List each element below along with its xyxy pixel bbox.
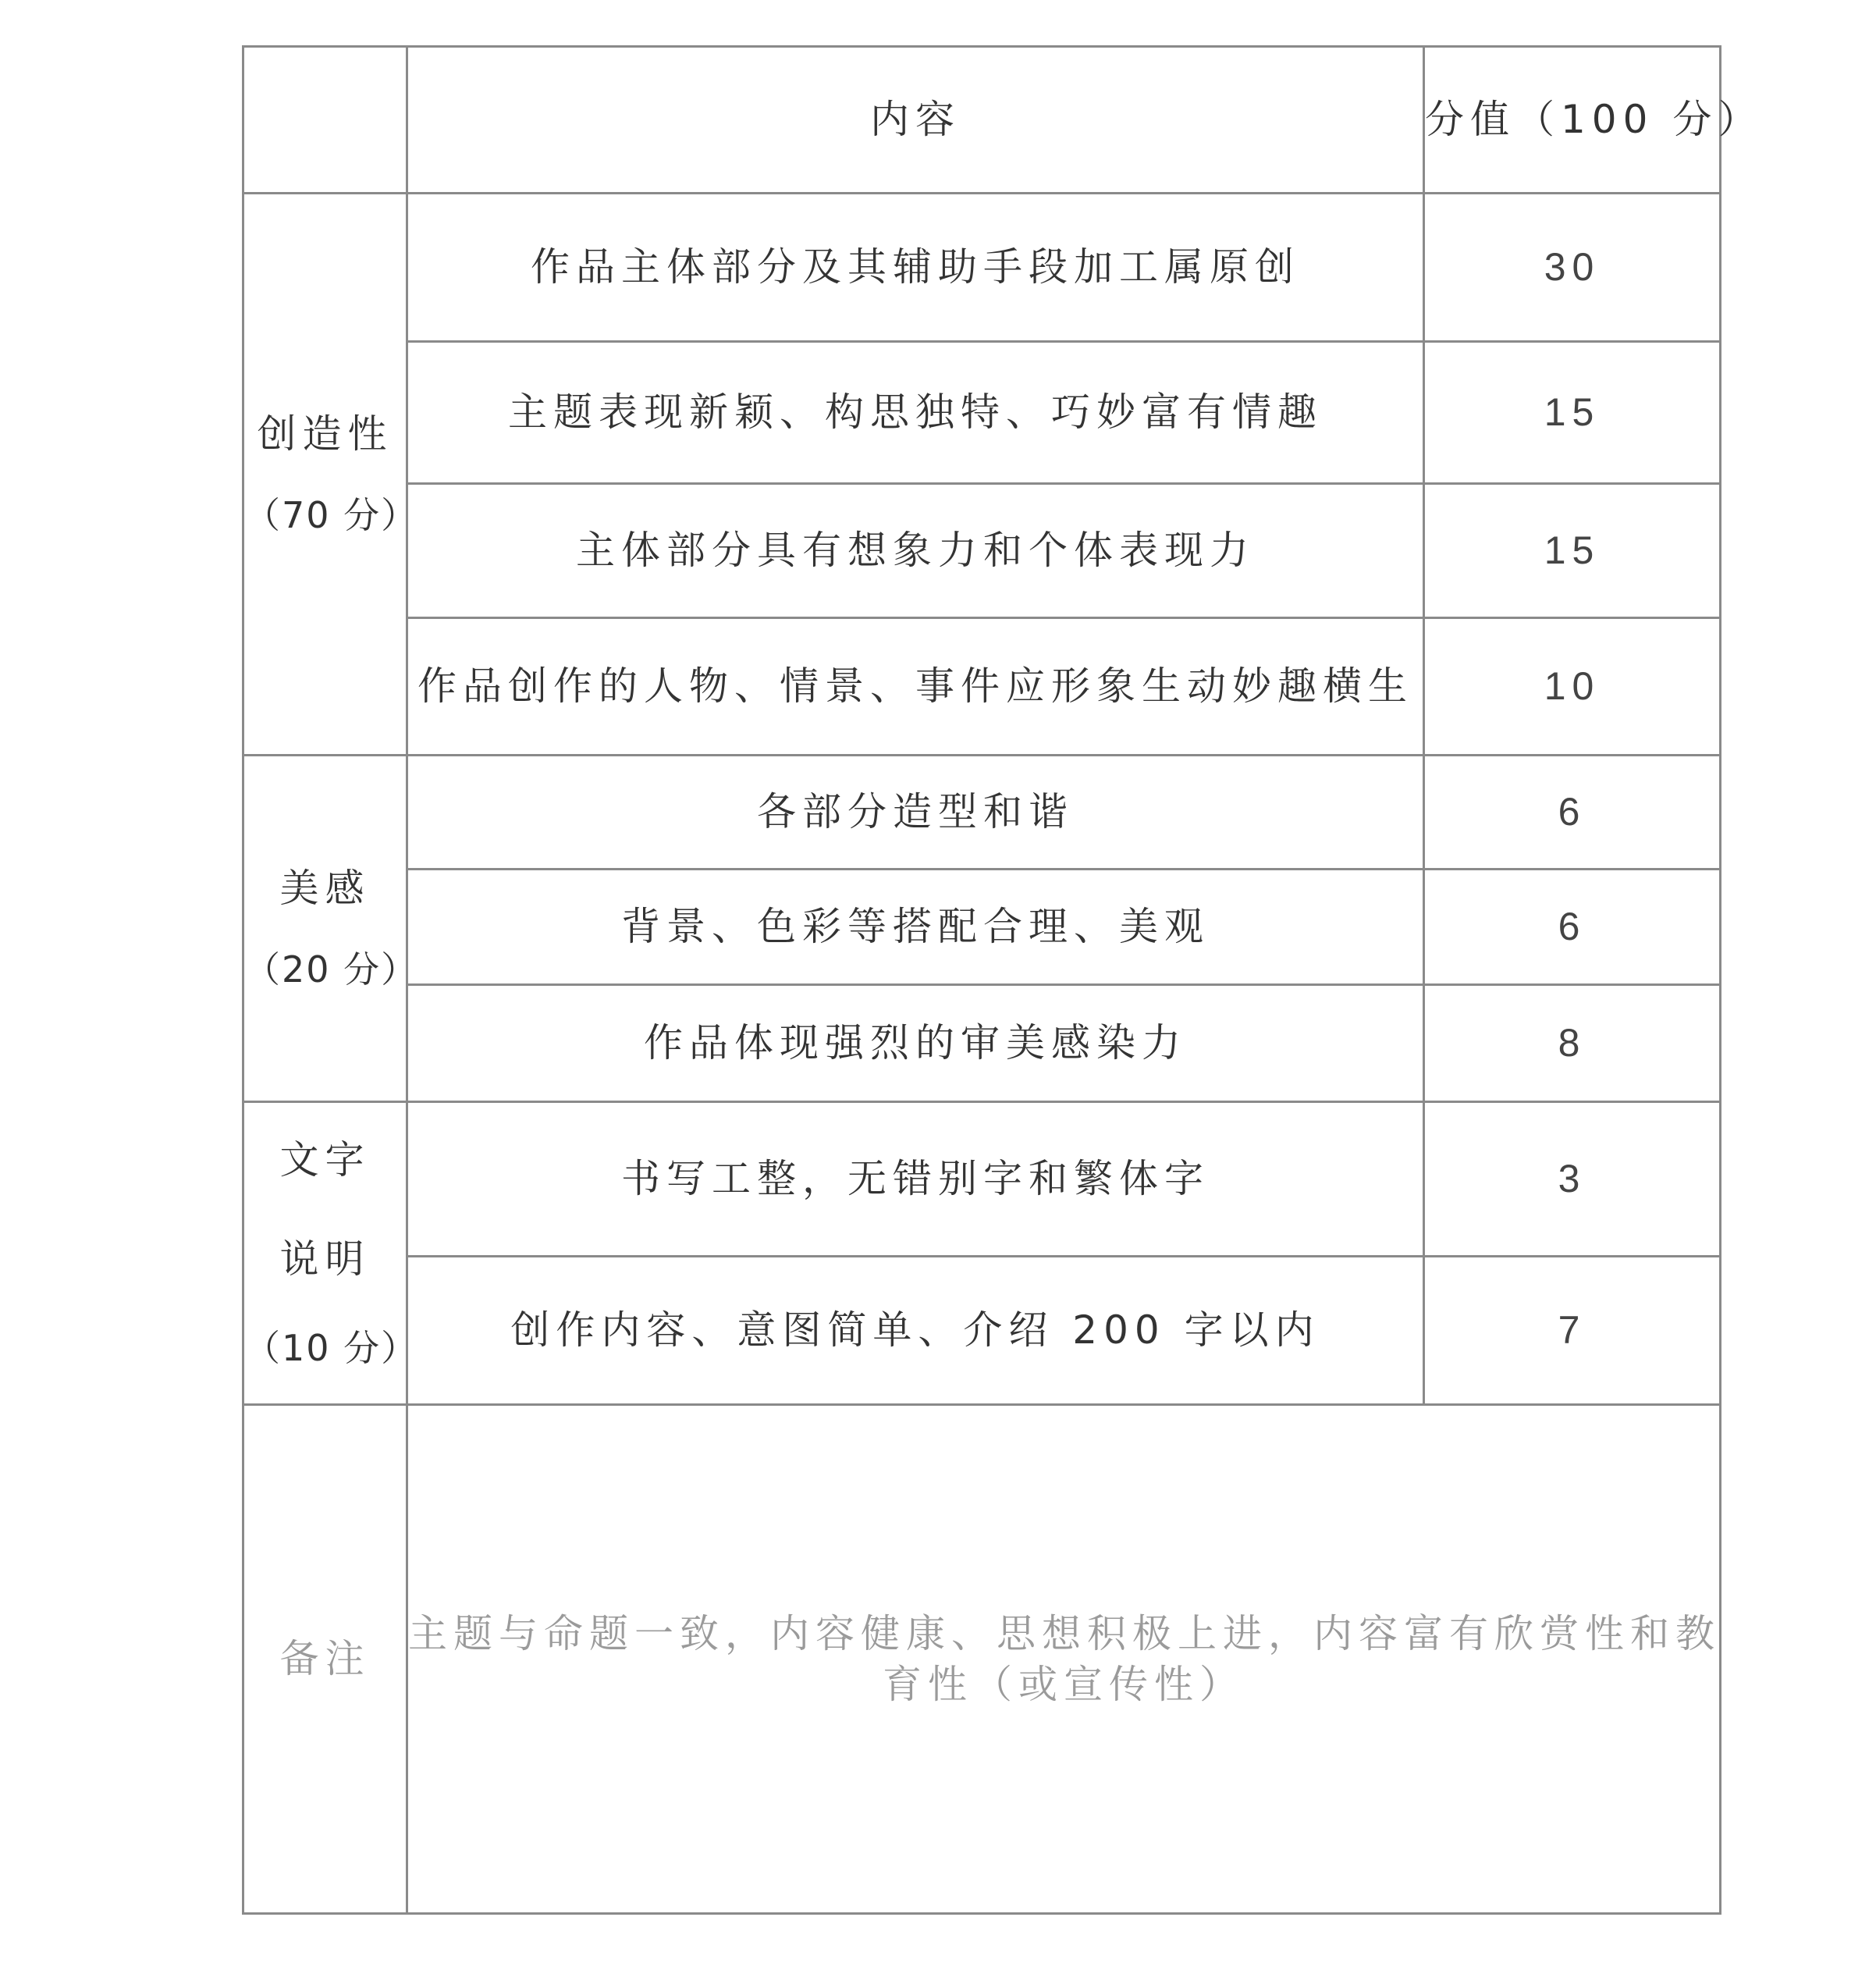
criterion-content: 作品创作的人物、情景、事件应形象生动妙趣横生: [407, 618, 1424, 756]
remarks-line-1: 主题与命题一致，内容健康、思想积极上进，内容富有欣赏性和教: [408, 1610, 1721, 1656]
header-category-cell: [243, 47, 407, 194]
category-label-line1: 文字: [279, 1136, 371, 1183]
category-label-line2: 说明: [279, 1236, 371, 1282]
criterion-content: 作品主体部分及其辅助手段加工属原创: [407, 194, 1424, 342]
criterion-score: 10: [1424, 618, 1721, 756]
table-row: [243, 985, 1721, 1102]
criterion-score: 8: [1424, 985, 1721, 1102]
criterion-content: 各部分造型和谐: [407, 756, 1424, 870]
header-row: [243, 47, 1721, 194]
criterion-content: 主题表现新颖、构思独特、巧妙富有情趣: [407, 342, 1424, 484]
remarks-row: [243, 1405, 1721, 1914]
scoring-rubric-table: [242, 45, 1764, 1915]
category-text-description: [243, 1102, 419, 1405]
table-row: [243, 618, 1721, 756]
category-weight: （70 分）: [244, 494, 419, 537]
category-creativity: [243, 194, 419, 756]
header-score: 分值（100 分）: [1424, 47, 1721, 194]
remarks-label: 备注: [243, 1405, 407, 1914]
category-label: 创造性: [257, 411, 393, 457]
table-row: [243, 342, 1721, 484]
category-weight: （20 分）: [244, 948, 419, 991]
criterion-score: 7: [1424, 1257, 1721, 1405]
criterion-score: 30: [1424, 194, 1721, 342]
criterion-content: 作品体现强烈的审美感染力: [407, 985, 1424, 1102]
category-weight: （10 分）: [244, 1326, 419, 1369]
criterion-score: 6: [1424, 756, 1721, 870]
table-row: [243, 484, 1721, 618]
criterion-score: 15: [1424, 484, 1721, 618]
table-row: [243, 194, 1721, 342]
criterion-content: 创作内容、意图简单、介绍 200 字以内: [407, 1257, 1424, 1405]
table-row: [243, 1102, 1721, 1257]
header-content: 内容: [407, 47, 1424, 194]
criterion-content: 主体部分具有想象力和个体表现力: [407, 484, 1424, 618]
table-row: [243, 1257, 1721, 1405]
category-label: 美感: [279, 866, 371, 912]
table-row: [243, 756, 1721, 870]
criterion-score: 3: [1424, 1102, 1721, 1257]
table-row: [243, 870, 1721, 985]
remarks-content: [407, 1405, 1721, 1914]
criterion-content: 书写工整，无错别字和繁体字: [407, 1102, 1424, 1257]
category-aesthetics: [243, 756, 419, 1102]
criterion-score: 6: [1424, 870, 1721, 985]
remarks-line-2: 育性（或宣传性）: [883, 1661, 1245, 1707]
criterion-score: 15: [1424, 342, 1721, 484]
criterion-content: 背景、色彩等搭配合理、美观: [407, 870, 1424, 985]
